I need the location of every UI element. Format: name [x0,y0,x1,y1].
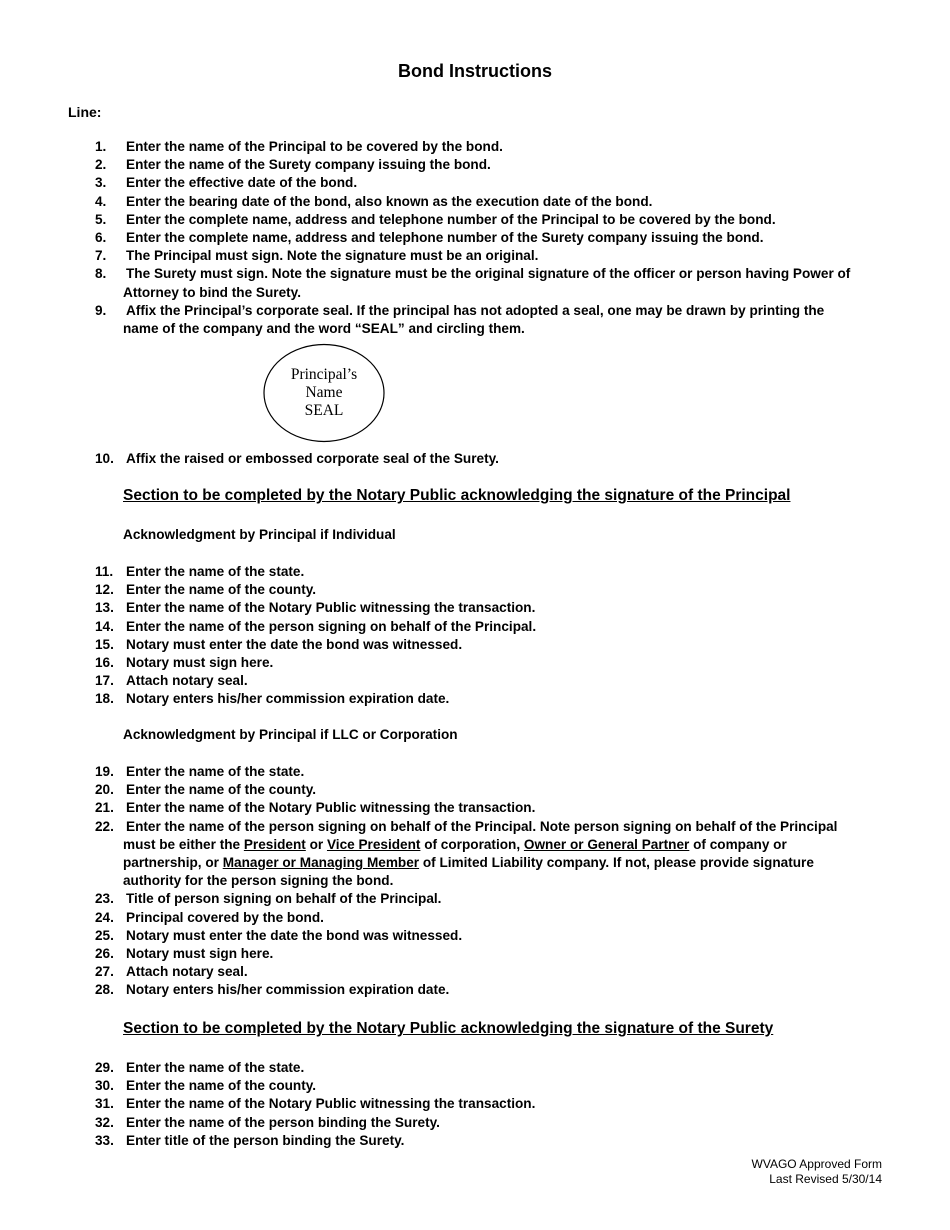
principal-seal-example [263,343,385,443]
list-item: 33. Enter title of the person binding the Surety. [95,1132,405,1148]
section-heading-surety: Section to be completed by the Notary Public acknowledging the signature of the Surety [123,1020,774,1037]
list-item: 24. Principal covered by the bond. [95,909,324,925]
seal-line-1: Principal’s [290,366,358,383]
list-item: 9. Affix the Principal’s corporate seal. If the principal has not adopted a seal, one may be drawn by printing the [95,302,825,318]
list-item: 7. The Principal must sign. Note the signature must be an original. [95,248,539,264]
term-owner-general-partner: Owner or General Partner [523,836,690,852]
list-item: 29. Enter the name of the state. [95,1060,305,1075]
instruction-list-llc [95,763,895,1000]
list-item: 8. The Surety must sign. Note the signature must be the original signature of the officer or person having Power of [95,266,851,282]
seal-circle-icon [263,343,385,443]
section-heading-principal: Section to be completed by the Notary Public acknowledging the signature of the Principal [123,487,791,504]
list-item: 19. Enter the name of the state. [95,764,305,779]
list-item: 6. Enter the complete name, address and telephone number of the Surety company issuing the bond. [95,230,764,246]
list-item: 10. Affix the raised or embossed corporate seal of the Surety. [95,451,499,466]
list-item: 15. Notary must enter the date the bond was witnessed. [95,636,463,652]
list-item: 32. Enter the name of the person binding the Surety. [95,1114,440,1130]
list-item: 21. Enter the name of the Notary Public witnessing the transaction. [95,800,536,816]
list-item: 16. Notary must sign here. [95,655,274,671]
list-item: 27. Attach notary seal. [95,964,248,980]
form-footer [752,1157,882,1186]
list-item: 31. Enter the name of the Notary Public witnessing the transaction. [95,1096,536,1112]
list-item-continuation: Attorney to bind the Surety. [123,284,301,300]
list-item: 14. Enter the name of the person signing on behalf of the Principal. [95,618,537,634]
list-item: 28. Notary enters his/her commission expiration date. [95,982,450,998]
term-vice-president: Vice President [326,836,421,852]
term-president: President [243,836,306,852]
subheading-individual: Acknowledgment by Principal if Individual [123,527,396,542]
page-title: Bond Instructions [398,61,552,81]
list-item: 1. Enter the name of the Principal to be covered by the bond. [95,139,503,154]
list-item: 13. Enter the name of the Notary Public witnessing the transaction. [95,600,536,616]
seal-line-2: Name [305,384,343,401]
instruction-list-surety [95,1059,895,1150]
list-item: 20. Enter the name of the county. [95,782,317,798]
seal-line-3: SEAL [304,402,344,419]
instruction-list-individual [95,563,895,709]
list-item: 18. Notary enters his/her commission expiration date. [95,691,450,707]
subheading-llc-corporation: Acknowledgment by Principal if LLC or Corporation [123,727,458,742]
list-item-continuation: authority for the person signing the bond. [123,873,394,889]
footer-revised: Last Revised 5/30/14 [769,1171,882,1186]
list-item: 2. Enter the name of the Surety company issuing the bond. [95,157,491,173]
list-item-continuation: partnership, or Manager or Managing Member of Limited Liability company. If not, please provide signature [123,855,814,871]
list-item: 17. Attach notary seal. [95,673,248,689]
list-item: 3. Enter the effective date of the bond. [95,175,358,191]
list-item: 30. Enter the name of the county. [95,1078,317,1094]
list-item: 4. Enter the bearing date of the bond, also known as the execution date of the bond. [95,193,653,209]
list-item: 22. Enter the name of the person signing on behalf of the Principal. Note person signing on behalf of the Principal [95,818,838,834]
list-item: 26. Notary must sign here. [95,946,274,962]
list-item: 25. Notary must enter the date the bond was witnessed. [95,927,463,943]
list-item: 11. Enter the name of the state. [95,564,305,579]
list-item: 23. Title of person signing on behalf of the Principal. [95,891,442,907]
list-item: 5. Enter the complete name, address and telephone number of the Principal to be covered by the bond. [95,211,776,227]
list-item: 12. Enter the name of the county. [95,582,317,598]
term-manager-managing-member: Manager or Managing Member [222,855,420,871]
list-item-continuation: name of the company and the word “SEAL” and circling them. [123,321,525,337]
list-item-continuation: must be either the President or Vice President of corporation, Owner or General Partner of company or [123,836,787,852]
instruction-list-general [95,138,895,338]
instruction-list-surety-seal [95,450,895,468]
line-label: Line: [68,104,102,120]
footer-approved: WVAGO Approved Form [751,1157,882,1171]
